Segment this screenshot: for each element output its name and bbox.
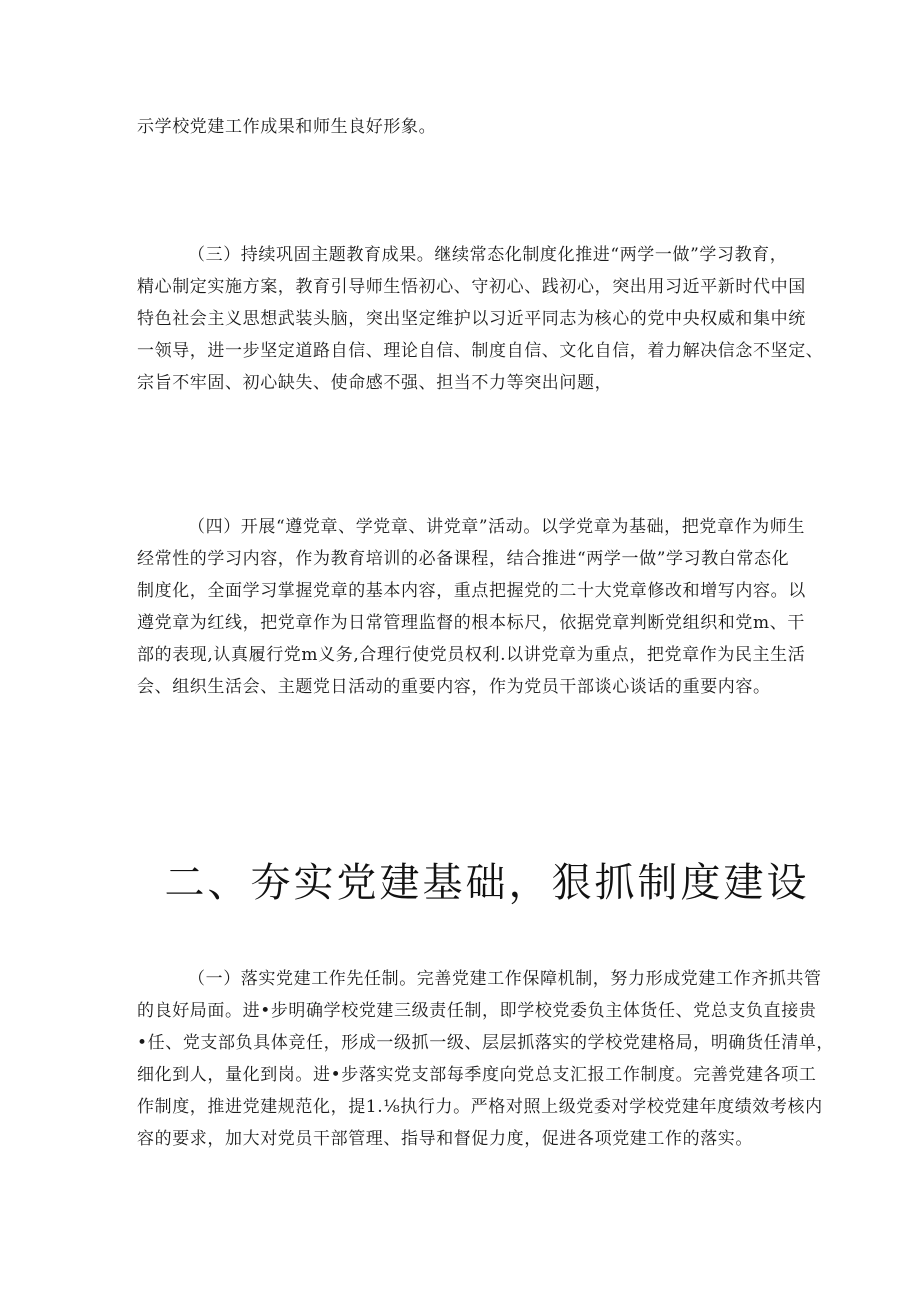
text-line: 制度化，全面学习掌握党章的基本内容，重点把握党的二十大党章修改和增写内容。以 [137,581,806,601]
text-line: 示学校党建工作成果和师生良好形象。 [137,117,437,137]
text-line: •任、党支部负具体竞任，形成一级抓一级、层层抓落实的学校党建格局，明确货任清单， [137,1033,835,1053]
text-line: （三）持续巩固主题教育成果。继续常态化制度化推进“两学一做”学习教育， [188,245,788,265]
text-line: 特色社会主义思想武装头脑，突出坚定维护以习近平同志为核心的党中央权威和集中统 [137,309,806,329]
paragraph-section-two-one [137,963,835,1155]
text-line: 一领导，进一步坚定道路自信、理论自信、制度自信、文化自信，着力解决信念不坚定、 [137,341,824,361]
text-line: 精心制定实施方案，教育引导师生悟初心、守初心、践初心，突出用习近平新时代中国 [137,277,806,297]
text-line: 会、组织生活会、主题党日活动的重要内容，作为党员干部谈心谈话的重要内容。 [137,677,771,697]
text-line: （四）开展“遵党章、学党章、讲党章”活动。以学党章为基础，把党章作为师生 [188,517,805,537]
text-line: 部的表现,认真履行党m义务,合理行使党员权利.以讲党章为重点，把党章作为民主生活 [137,645,806,665]
text-line: 容的要求，加大对党员干部管理、指导和督促力度，促进各项党建工作的落实。 [137,1129,753,1149]
text-line: 遵党章为红线，把党章作为日常管理监督的根本标尺，依据党章判断党组织和党m、干 [137,613,805,633]
text-line: 细化到人，量化到岗。进•步落实党支部每季度向党总支汇报工作制度。完善党建各项工 [137,1065,817,1085]
paragraph-continuation [137,111,797,143]
text-line: 的良好局面。进•步明确学校党建三级责任制，即学校党委负主体货任、党总支负直接贵 [137,1001,817,1021]
paragraph-four [137,511,806,703]
text-line: 经常性的学习内容，作为教育培训的必备课程，结合推进“两学一做”学习教白常态化 [137,549,790,569]
text-line: （一）落实党建工作先任制。完善党建工作保障机制，努力形成党建工作齐抓共管 [188,969,822,989]
section-heading: 二、夯实党建基础，狠抓制度建设 [164,860,810,907]
text-line: 宗旨不牢固、初心缺失、使命感不强、担当不力等突出问题， [137,373,613,393]
paragraph-three [137,239,824,399]
text-line: 作制度，推进党建规范化，提1.⅛执行力。严格对照上级党委对学校党建年度绩效考核内 [137,1097,823,1117]
